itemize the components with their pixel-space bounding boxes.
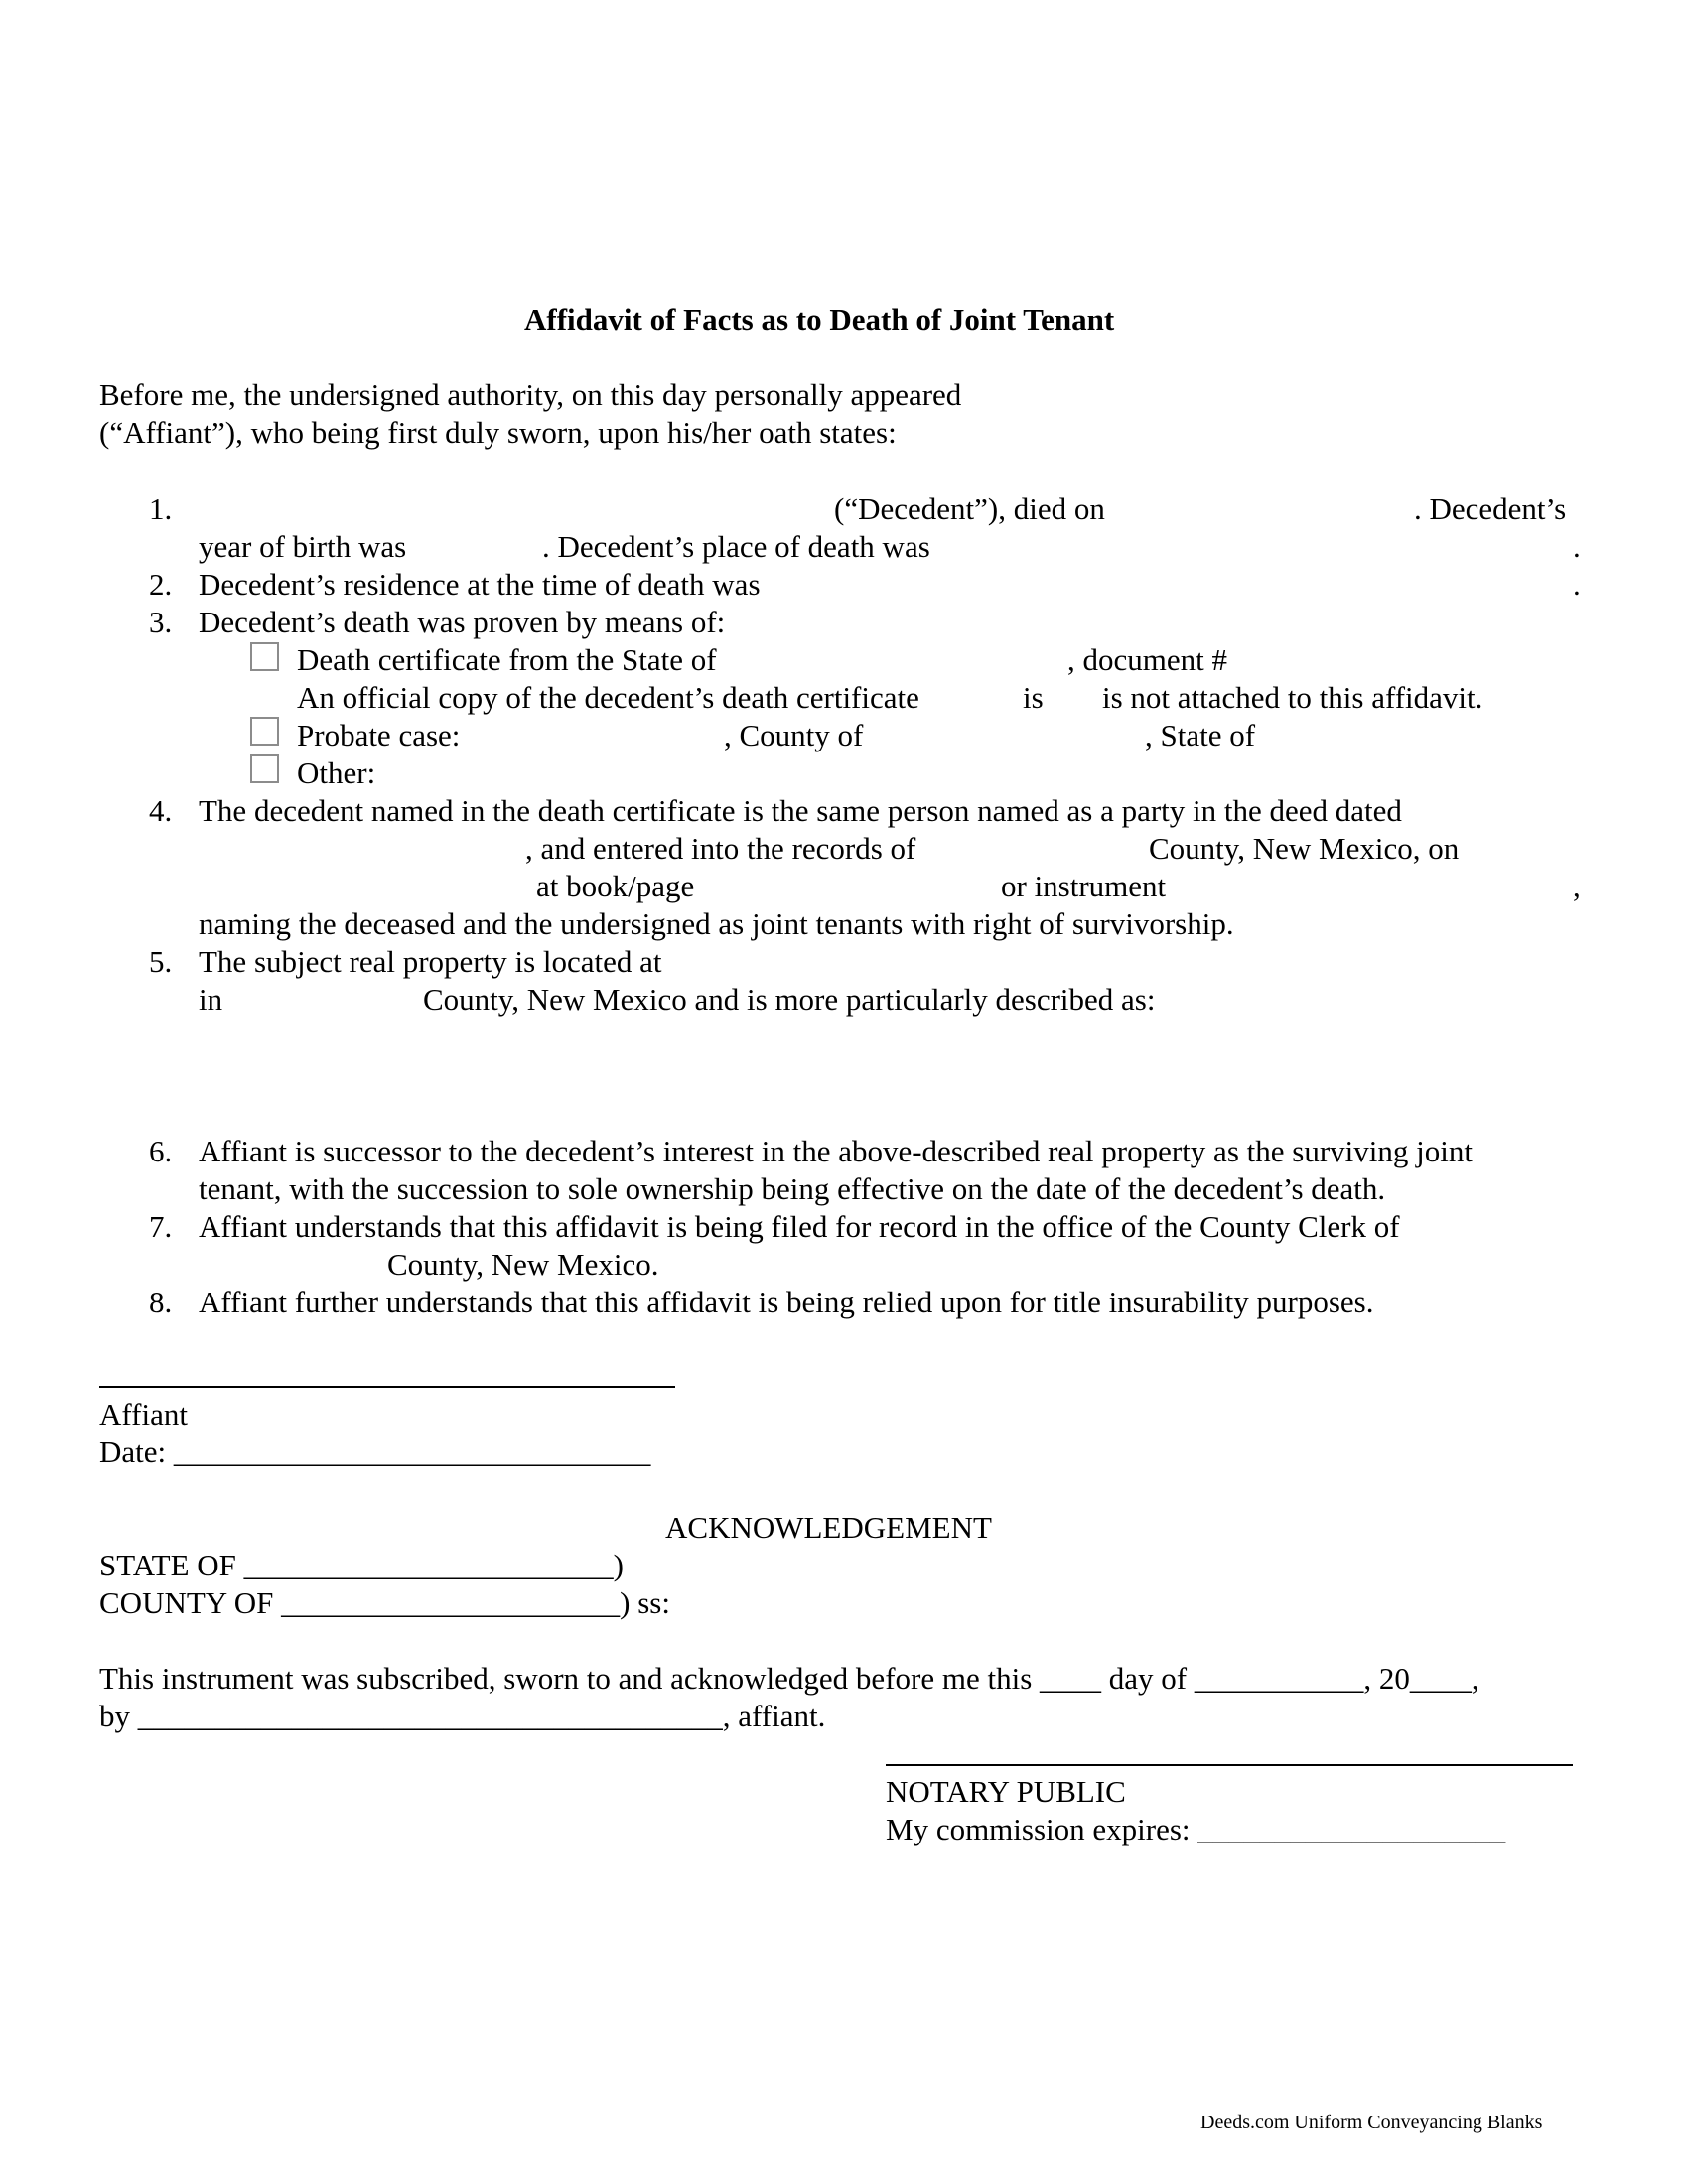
item-5-county: County, New Mexico and is more particularly described as: — [423, 982, 1156, 1017]
item-number: 4. — [149, 793, 173, 828]
item-number: 3. — [149, 605, 173, 639]
item-2-residence: Decedent’s residence at the time of death was — [199, 567, 761, 602]
item-5-location: The subject real property is located at — [199, 944, 662, 979]
item-2-period: . — [1573, 567, 1581, 602]
state-of-line: STATE OF ________________________) — [99, 1548, 624, 1582]
affiant-label: Affiant — [99, 1397, 188, 1432]
item-1-decedents: . Decedent’s — [1414, 491, 1567, 526]
intro-line-1: Before me, the undersigned authority, on this day personally appeared — [99, 377, 962, 412]
item-number: 2. — [149, 567, 173, 602]
is-not-attached-option: is not attached to this affidavit. — [1102, 680, 1483, 715]
item-number: 6. — [149, 1134, 173, 1168]
affiant-signature-line[interactable] — [99, 1386, 675, 1388]
probate-case-checkbox[interactable] — [250, 717, 279, 746]
item-4-line-1: The decedent named in the death certificate is the same person named as a party in the deed dated — [199, 793, 1402, 828]
probate-case-label: Probate case: — [297, 718, 461, 752]
item-number: 7. — [149, 1209, 173, 1244]
intro-line-2: (“Affiant”), who being first duly sworn, upon his/her oath states: — [99, 415, 897, 450]
item-6-line-2: tenant, with the succession to sole ownership being effective on the date of the decedent’s death. — [199, 1171, 1386, 1206]
is-attached-option: is — [1023, 680, 1044, 715]
item-7-line-2: County, New Mexico. — [387, 1247, 659, 1282]
item-4-comma: , — [1573, 869, 1581, 903]
item-1-place-of-death: . Decedent’s place of death was — [542, 529, 930, 564]
item-1-period: . — [1573, 529, 1581, 564]
official-copy-label: An official copy of the decedent’s death certificate — [297, 680, 919, 715]
item-4-line-4: naming the deceased and the undersigned as joint tenants with right of survivorship. — [199, 906, 1234, 941]
item-5-in: in — [199, 982, 223, 1017]
footer-note: Deeds.com Uniform Conveyancing Blanks — [1200, 2112, 1543, 2133]
death-certificate-label: Death certificate from the State of — [297, 642, 717, 677]
item-8-line: Affiant further understands that this affidavit is being relied upon for title insurability purposes. — [199, 1285, 1374, 1319]
county-of-line: COUNTY OF ______________________) ss: — [99, 1585, 670, 1620]
document-number-label: , document # — [1067, 642, 1227, 677]
item-1-decedent: (“Decedent”), died on — [834, 491, 1105, 526]
item-4-book-page: at book/page — [536, 869, 695, 903]
acknowledgement-line-1: This instrument was subscribed, sworn to and acknowledged before me this ____ day of ___________, 20____, — [99, 1661, 1479, 1696]
affiant-date: Date: _______________________________ — [99, 1434, 651, 1469]
document-title: Affidavit of Facts as to Death of Joint Tenant — [524, 302, 1115, 337]
item-number: 1. — [149, 491, 173, 526]
other-label: Other: — [297, 755, 376, 790]
item-3-proof: Decedent’s death was proven by means of: — [199, 605, 726, 639]
probate-county-label: , County of — [724, 718, 864, 752]
item-7-line-1: Affiant understands that this affidavit is being filed for record in the office of the County Clerk of — [199, 1209, 1400, 1244]
other-checkbox[interactable] — [250, 754, 279, 783]
item-number: 5. — [149, 944, 173, 979]
probate-state-label: , State of — [1145, 718, 1256, 752]
item-1-birth-year: year of birth was — [199, 529, 407, 564]
item-4-county: County, New Mexico, on — [1149, 831, 1460, 866]
item-4-records: , and entered into the records of — [525, 831, 916, 866]
acknowledgement-line-2: by ______________________________________, affiant. — [99, 1699, 826, 1733]
notary-public-label: NOTARY PUBLIC — [886, 1774, 1126, 1809]
notary-signature-line[interactable] — [886, 1764, 1573, 1766]
item-4-instrument: or instrument — [1001, 869, 1167, 903]
death-certificate-checkbox[interactable] — [250, 642, 279, 671]
item-number: 8. — [149, 1285, 173, 1319]
acknowledgement-heading: ACKNOWLEDGEMENT — [665, 1510, 992, 1545]
commission-expires: My commission expires: ____________________ — [886, 1812, 1506, 1846]
item-6-line-1: Affiant is successor to the decedent’s interest in the above-described real property as the surviving joint — [199, 1134, 1473, 1168]
